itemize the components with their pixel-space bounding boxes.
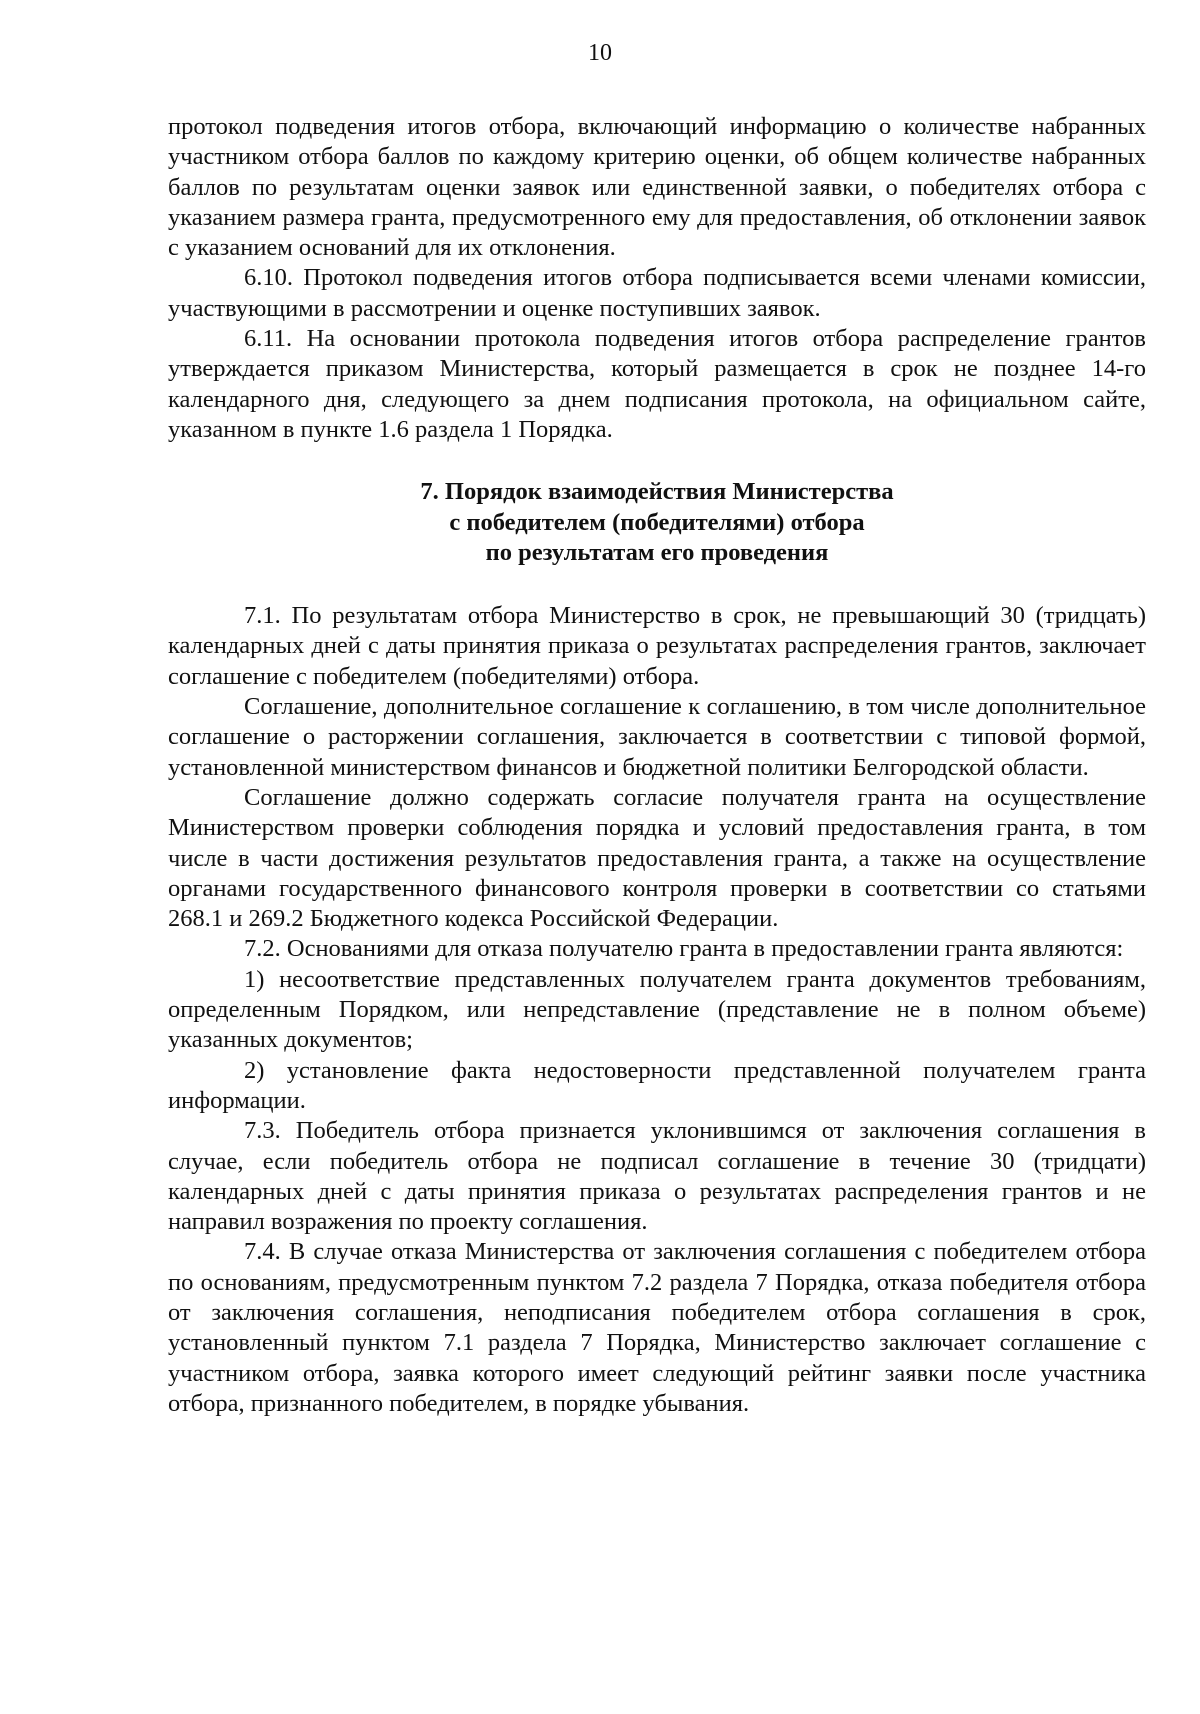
paragraph-6-11: 6.11. На основании протокола подведения итогов отбора распределение грантов утверждается приказом Министерства, который размещается в срок не позднее 14-го календарного дня, следующего за днем подписания протокола, на официальном сайте, указанном в пункте 1.6 раздела 1 Порядка. [168, 325, 1146, 443]
section-7-title [168, 477, 1146, 568]
paragraph-agreement-consent: Соглашение должно содержать согласие получателя гранта на осуществление Министерством проверки соблюдения порядка и условий предоставления гранта, в том числе в части достижения результатов предоставления гранта, а также на осуществление органами государственного финансового контроля проверки в соответствии со статьями 268.1 и 269.2 Бюджетного кодекса Российской Федерации. [168, 783, 1146, 933]
paragraph-7-1: 7.1. По результатам отбора Министерство в срок, не превышающий 30 (тридцать) календарных дней с даты принятия приказа о результатах распределения грантов, заключает соглашение с победителем (победителями) отбора. [168, 602, 1146, 690]
paragraph-6-10: 6.10. Протокол подведения итогов отбора подписывается всеми членами комиссии, участвующими в рассмотрении и оценке поступивших заявок. [168, 264, 1146, 322]
paragraph-7-2-item-1: 1) несоответствие представленных получателем гранта документов требованиям, определенным Порядком, или непредставление (представление не в полном объеме) указанных документов; [168, 965, 1146, 1054]
paragraph-protocol-contents: протокол подведения итогов отбора, включающий информацию о количестве набранных участником отбора баллов по каждому критерию оценки, об общем количестве набранных баллов по результатам оценки заявок или единственной заявки, о победителях отбора с указанием размера гранта, предусмотренного ему для предоставления, об отклонении заявок с указанием оснований для их отклонения. [168, 113, 1146, 262]
paragraph-agreement-form: Соглашение, дополнительное соглашение к соглашению, в том числе дополнительное соглашение о расторжении соглашения, заключается в соответствии с типовой формой, установленной министерством финансов и бюджетной политики Белгородской области. [168, 693, 1146, 781]
section-title-line-1: 7. Порядок взаимодействия Министерства [420, 478, 894, 506]
page-number: 10 [588, 40, 612, 66]
document-body [168, 112, 1146, 1419]
paragraph-7-3: 7.3. Победитель отбора признается уклонившимся от заключения соглашения в случае, если победитель отбора не подписал соглашение в течение 30 (тридцати) календарных дней с даты принятия приказа о результатах распределения грантов и не направил возражения по проекту соглашения. [168, 1117, 1146, 1236]
section-title-line-3: по результатам его проведения [485, 538, 829, 566]
paragraph-7-4: 7.4. В случае отказа Министерства от заключения соглашения с победителем отбора по основаниям, предусмотренным пунктом 7.2 раздела 7 Порядка, отказа победителя отбора от заключения соглашения, неподписания победителем отбора соглашения в срок, установленный пунктом 7.1 раздела 7 Порядка, Министерство заключает соглашение с участником отбора, заявка которого имеет следующий рейтинг заявки после участника отбора, признанного победителем, в порядке убывания. [168, 1238, 1146, 1417]
section-title-line-2: с победителем (победителями) отбора [449, 508, 865, 536]
paragraph-7-2: 7.2. Основаниями для отказа получателю гранта в предоставлении гранта являются: [244, 935, 1124, 963]
paragraph-7-2-item-2: 2) установление факта недостоверности представленной получателем гранта информации. [168, 1056, 1146, 1114]
